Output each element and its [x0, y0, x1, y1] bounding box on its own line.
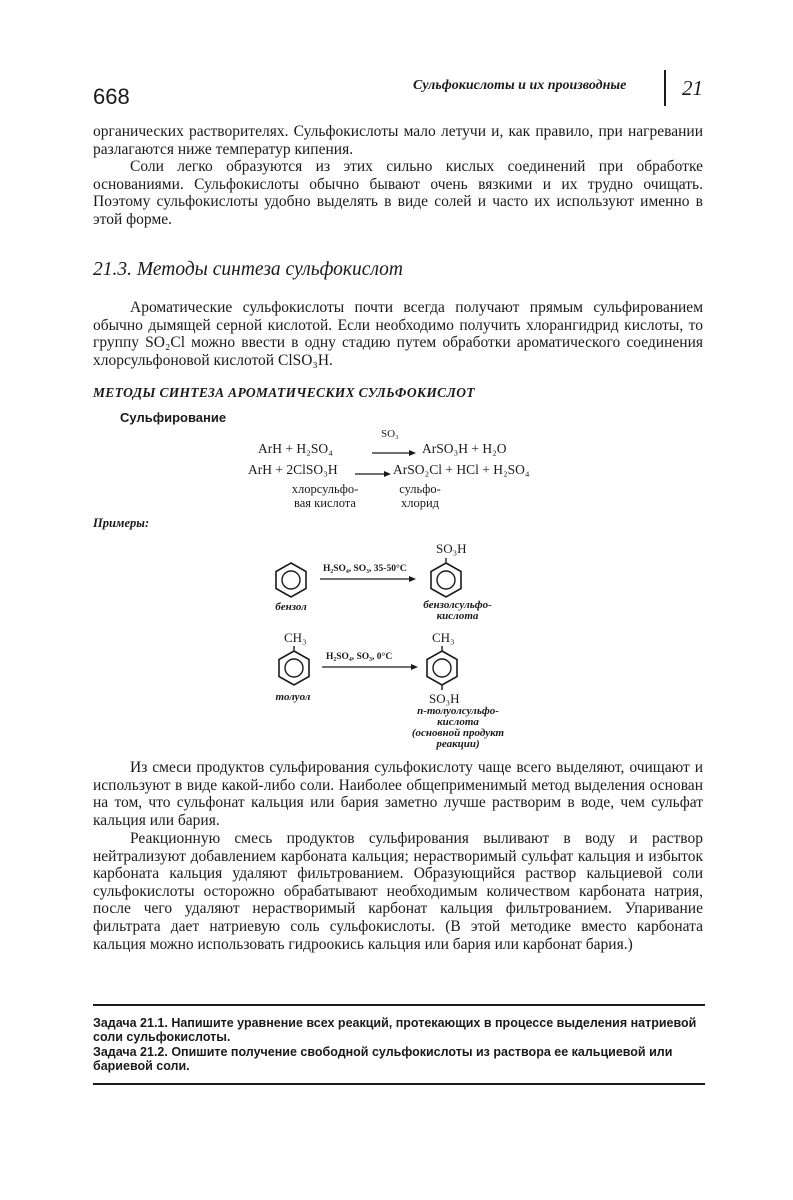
paragraph-aromatic-sulfonation: Ароматические сульфокислоты почти всегда получают прямым сульфированием обычно дымящей серной кислотой. Если необходимо получить хлорангидрид кислоты, то группу SO₂Cl можно ввести в одну стадию путем обработки ароматического соединения хлорсульфоновой кислотой ClSO₃H. [93, 299, 703, 369]
paragraph-procedure: Реакционную смесь продуктов сульфирования выливают в воду и раствор нейтрализуют добавлением карбоната кальция; нерастворимый сульфат кальция и избыток карбоната кальция удаляют фильтрованием. Образующийся раствор кальциевой соли сульфокислоты осторожно обрабатывают необходимым количеством карбоната натрия, после чего удаляют нерастворимый карбонат кальция фильтрованием. Упаривание фильтрата дает натриевую соль сульфокислоты. (В этой методике вместо карбоната кальция можно использовать гидроокись кальция или бария или карбонат бария.) [93, 830, 703, 953]
tasks-bottom-rule [93, 1083, 705, 1085]
running-title: Сульфокислоты и их производные [413, 78, 627, 93]
tasks-top-rule [93, 1004, 705, 1006]
paragraph-continuation: органических растворителях. Сульфокислоты мало летучи и, как правило, при нагревании разлагаются ниже температур кипения. [93, 123, 703, 158]
eq2-products: ArSO₂Cl + HCl + H₂SO₄ [393, 462, 530, 477]
eq1-catalyst: SO₃ [381, 428, 399, 440]
benzene-ring-icon [273, 562, 309, 598]
toluenesulfonic-ring-icon [424, 650, 460, 686]
examples-label: Примеры: [93, 516, 150, 530]
benzenesulfonic-ring-icon [428, 562, 464, 598]
ex2-product-top-group: CH₃ [432, 630, 455, 645]
eq2-arrow [355, 470, 391, 478]
ex2-product-bottom-group: SO₃H [429, 691, 460, 706]
ex2-arrow [322, 663, 418, 671]
label-sulfochloride: сульфо- хлорид [399, 482, 441, 510]
ex2-reagent: H₂SO₄, SO₃, 0°C [326, 652, 393, 662]
page-number: 668 [93, 84, 130, 109]
ex2-product-name: п-толуолсульфо- кислота (основной продукт реакции) [411, 705, 505, 750]
chapter-number: 21 [682, 76, 703, 100]
eq1-reactants: ArH + H₂SO₄ [258, 441, 333, 456]
scheme-title: МЕТОДЫ СИНТЕЗА АРОМАТИЧЕСКИХ СУЛЬФОКИСЛОТ [93, 385, 475, 400]
label-chlorosulfonic-acid: хлорсульфо- вая кислота [291, 482, 359, 510]
ex1-product-name: бензолсульфо- кислота [423, 599, 492, 622]
ex2-start-group: CH₃ [284, 630, 307, 645]
eq1-arrow [372, 449, 416, 457]
eq1-products: ArSO₃H + H₂O [422, 441, 507, 456]
ex1-reagent: H₂SO₄, SO₃, 35-50°C [323, 564, 407, 574]
ex1-start-name: бензол [275, 601, 307, 613]
paragraph-salts: Соли легко образуются из этих сильно кислых соединений при обработке основаниями. Сульфокислоты обычно бывают очень вязкими и их трудно очищать. Поэтому сульфокислоты удобно выделять в виде солей и часто их используют именно в этой форме. [93, 158, 703, 228]
eq2-reactants: ArH + 2ClSO₃H [248, 462, 338, 477]
toluene-ring-icon [276, 650, 312, 686]
scheme-subtitle: Сульфирование [120, 410, 227, 425]
header-divider [664, 70, 666, 106]
ex1-arrow [320, 575, 416, 583]
ex2-start-name: толуол [275, 691, 311, 703]
ex1-product-group: SO₃H [436, 541, 467, 556]
section-heading: 21.3. Методы синтеза сульфокислот [93, 259, 404, 280]
task-21-2: Задача 21.2. Опишите получение свободной сульфокислоты из раствора ее кальциевой или бариевой соли. [93, 1045, 673, 1073]
task-21-1: Задача 21.1. Напишите уравнение всех реакций, протекающих в процессе выделения натриевой соли сульфокислоты. [93, 1016, 697, 1044]
paragraph-isolation: Из смеси продуктов сульфирования сульфокислоту чаще всего выделяют, очищают и используют в виде какой-либо соли. Наиболее общеприменимый метод выделения основан на том, что сульфонат кальция или бария заметно лучше растворим в воде, чем сульфат кальция или бария. [93, 759, 703, 829]
